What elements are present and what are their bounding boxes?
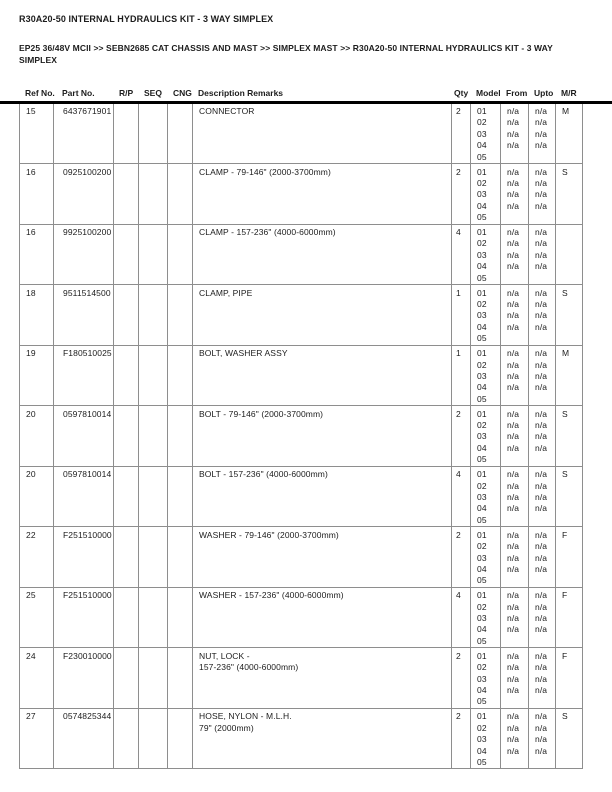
cell-part-no: F180510025 (54, 345, 114, 406)
cell-from: n/a n/a n/a n/a (501, 527, 529, 588)
cell-rp (114, 466, 139, 527)
cell-rp (114, 406, 139, 467)
cell-cng (168, 224, 193, 285)
cell-qty: 2 (452, 648, 471, 709)
cell-cng (168, 466, 193, 527)
header-seq: SEQ (144, 88, 162, 98)
header-cng: CNG (173, 88, 192, 98)
cell-upto: n/a n/a n/a n/a (529, 285, 556, 346)
cell-ref-no: 16 (20, 164, 54, 225)
cell-upto: n/a n/a n/a n/a (529, 224, 556, 285)
cell-seq (139, 345, 168, 406)
cell-rp (114, 164, 139, 225)
cell-model: 01 02 03 04 05 (471, 466, 501, 527)
table-row (20, 648, 583, 709)
cell-mr: M (556, 345, 583, 406)
cell-description: HOSE, NYLON - M.L.H. 79" (2000mm) (193, 708, 452, 769)
table-row (20, 527, 583, 588)
cell-ref-no: 20 (20, 406, 54, 467)
header-ref-no: Ref No. (25, 88, 55, 98)
cell-cng (168, 708, 193, 769)
cell-part-no: 0574825344 (54, 708, 114, 769)
cell-seq (139, 406, 168, 467)
cell-cng (168, 587, 193, 648)
cell-from: n/a n/a n/a n/a (501, 345, 529, 406)
cell-rp (114, 345, 139, 406)
cell-mr: F (556, 587, 583, 648)
cell-seq (139, 527, 168, 588)
cell-upto: n/a n/a n/a n/a (529, 708, 556, 769)
table-body (20, 104, 583, 769)
breadcrumb-line-2: SIMPLEX (19, 55, 58, 65)
cell-model: 01 02 03 04 05 (471, 648, 501, 709)
cell-seq (139, 648, 168, 709)
breadcrumb-line-1: EP25 36/48V MCII >> SEBN2685 CAT CHASSIS AND MAST >> SIMPLEX MAST >> R30A20-50 INTERNAL HYDRAULICS KIT - 3 WAY (19, 43, 553, 53)
cell-mr: S (556, 406, 583, 467)
cell-ref-no: 27 (20, 708, 54, 769)
cell-ref-no: 15 (20, 104, 54, 164)
table-row (20, 104, 583, 164)
cell-description: WASHER - 79-146" (2000-3700mm) (193, 527, 452, 588)
table-row (20, 285, 583, 346)
cell-model: 01 02 03 04 05 (471, 527, 501, 588)
cell-mr: S (556, 164, 583, 225)
cell-qty: 2 (452, 164, 471, 225)
cell-part-no: F230010000 (54, 648, 114, 709)
header-model: Model (476, 88, 501, 98)
cell-cng (168, 104, 193, 164)
cell-upto: n/a n/a n/a n/a (529, 587, 556, 648)
cell-description: WASHER - 157-236" (4000-6000mm) (193, 587, 452, 648)
table-row (20, 587, 583, 648)
cell-description: CLAMP - 157-236" (4000-6000mm) (193, 224, 452, 285)
cell-qty: 2 (452, 406, 471, 467)
cell-part-no: F251510000 (54, 527, 114, 588)
cell-cng (168, 648, 193, 709)
cell-mr: F (556, 527, 583, 588)
header-from: From (506, 88, 528, 98)
cell-from: n/a n/a n/a n/a (501, 104, 529, 164)
cell-from: n/a n/a n/a n/a (501, 285, 529, 346)
cell-rp (114, 648, 139, 709)
header-description: Description Remarks (198, 88, 284, 98)
cell-seq (139, 285, 168, 346)
cell-qty: 2 (452, 104, 471, 164)
cell-qty: 1 (452, 285, 471, 346)
cell-qty: 4 (452, 587, 471, 648)
cell-ref-no: 16 (20, 224, 54, 285)
header-qty: Qty (454, 88, 469, 98)
cell-cng (168, 527, 193, 588)
cell-ref-no: 19 (20, 345, 54, 406)
table-row (20, 708, 583, 769)
table-header-row (19, 88, 582, 99)
header-part-no: Part No. (62, 88, 95, 98)
cell-model: 01 02 03 04 05 (471, 708, 501, 769)
cell-qty: 4 (452, 224, 471, 285)
table-row (20, 224, 583, 285)
cell-part-no: 0925100200 (54, 164, 114, 225)
table-row (20, 164, 583, 225)
cell-model: 01 02 03 04 05 (471, 224, 501, 285)
cell-model: 01 02 03 04 05 (471, 587, 501, 648)
cell-description: BOLT, WASHER ASSY (193, 345, 452, 406)
cell-upto: n/a n/a n/a n/a (529, 345, 556, 406)
cell-part-no: 0597810014 (54, 466, 114, 527)
cell-cng (168, 345, 193, 406)
cell-ref-no: 22 (20, 527, 54, 588)
cell-qty: 2 (452, 527, 471, 588)
cell-from: n/a n/a n/a n/a (501, 708, 529, 769)
table-row (20, 406, 583, 467)
cell-part-no: 9925100200 (54, 224, 114, 285)
cell-ref-no: 18 (20, 285, 54, 346)
cell-upto: n/a n/a n/a n/a (529, 648, 556, 709)
cell-upto: n/a n/a n/a n/a (529, 164, 556, 225)
cell-upto: n/a n/a n/a n/a (529, 466, 556, 527)
cell-seq (139, 466, 168, 527)
cell-from: n/a n/a n/a n/a (501, 406, 529, 467)
cell-from: n/a n/a n/a n/a (501, 648, 529, 709)
cell-model: 01 02 03 04 05 (471, 104, 501, 164)
header-rp: R/P (119, 88, 134, 98)
cell-qty: 2 (452, 708, 471, 769)
cell-description: CONNECTOR (193, 104, 452, 164)
cell-cng (168, 164, 193, 225)
cell-ref-no: 25 (20, 587, 54, 648)
cell-mr: M (556, 104, 583, 164)
breadcrumb (19, 42, 553, 66)
cell-mr: S (556, 708, 583, 769)
cell-rp (114, 708, 139, 769)
cell-mr (556, 224, 583, 285)
cell-description: CLAMP - 79-146" (2000-3700mm) (193, 164, 452, 225)
cell-description: BOLT - 157-236" (4000-6000mm) (193, 466, 452, 527)
header-mr: M/R (561, 88, 577, 98)
cell-seq (139, 587, 168, 648)
cell-upto: n/a n/a n/a n/a (529, 527, 556, 588)
cell-seq (139, 224, 168, 285)
cell-description: NUT, LOCK - 157-236" (4000-6000mm) (193, 648, 452, 709)
cell-description: BOLT - 79-146" (2000-3700mm) (193, 406, 452, 467)
cell-seq (139, 104, 168, 164)
cell-model: 01 02 03 04 05 (471, 285, 501, 346)
cell-rp (114, 527, 139, 588)
cell-cng (168, 285, 193, 346)
cell-mr: F (556, 648, 583, 709)
page-title: R30A20-50 INTERNAL HYDRAULICS KIT - 3 WAY SIMPLEX (19, 14, 274, 24)
cell-part-no: 6437671901 (54, 104, 114, 164)
cell-description: CLAMP, PIPE (193, 285, 452, 346)
cell-rp (114, 224, 139, 285)
cell-upto: n/a n/a n/a n/a (529, 406, 556, 467)
cell-seq (139, 708, 168, 769)
cell-qty: 1 (452, 345, 471, 406)
cell-rp (114, 104, 139, 164)
table-row (20, 345, 583, 406)
cell-from: n/a n/a n/a n/a (501, 164, 529, 225)
cell-model: 01 02 03 04 05 (471, 345, 501, 406)
cell-part-no: 9511514500 (54, 285, 114, 346)
cell-model: 01 02 03 04 05 (471, 164, 501, 225)
parts-table (19, 104, 583, 770)
cell-from: n/a n/a n/a n/a (501, 224, 529, 285)
cell-from: n/a n/a n/a n/a (501, 587, 529, 648)
cell-ref-no: 20 (20, 466, 54, 527)
cell-rp (114, 285, 139, 346)
cell-cng (168, 406, 193, 467)
header-upto: Upto (534, 88, 554, 98)
cell-ref-no: 24 (20, 648, 54, 709)
cell-rp (114, 587, 139, 648)
cell-mr: S (556, 466, 583, 527)
table-row (20, 466, 583, 527)
cell-part-no: F251510000 (54, 587, 114, 648)
cell-from: n/a n/a n/a n/a (501, 466, 529, 527)
cell-qty: 4 (452, 466, 471, 527)
cell-part-no: 0597810014 (54, 406, 114, 467)
cell-mr: S (556, 285, 583, 346)
cell-upto: n/a n/a n/a n/a (529, 104, 556, 164)
cell-model: 01 02 03 04 05 (471, 406, 501, 467)
cell-seq (139, 164, 168, 225)
